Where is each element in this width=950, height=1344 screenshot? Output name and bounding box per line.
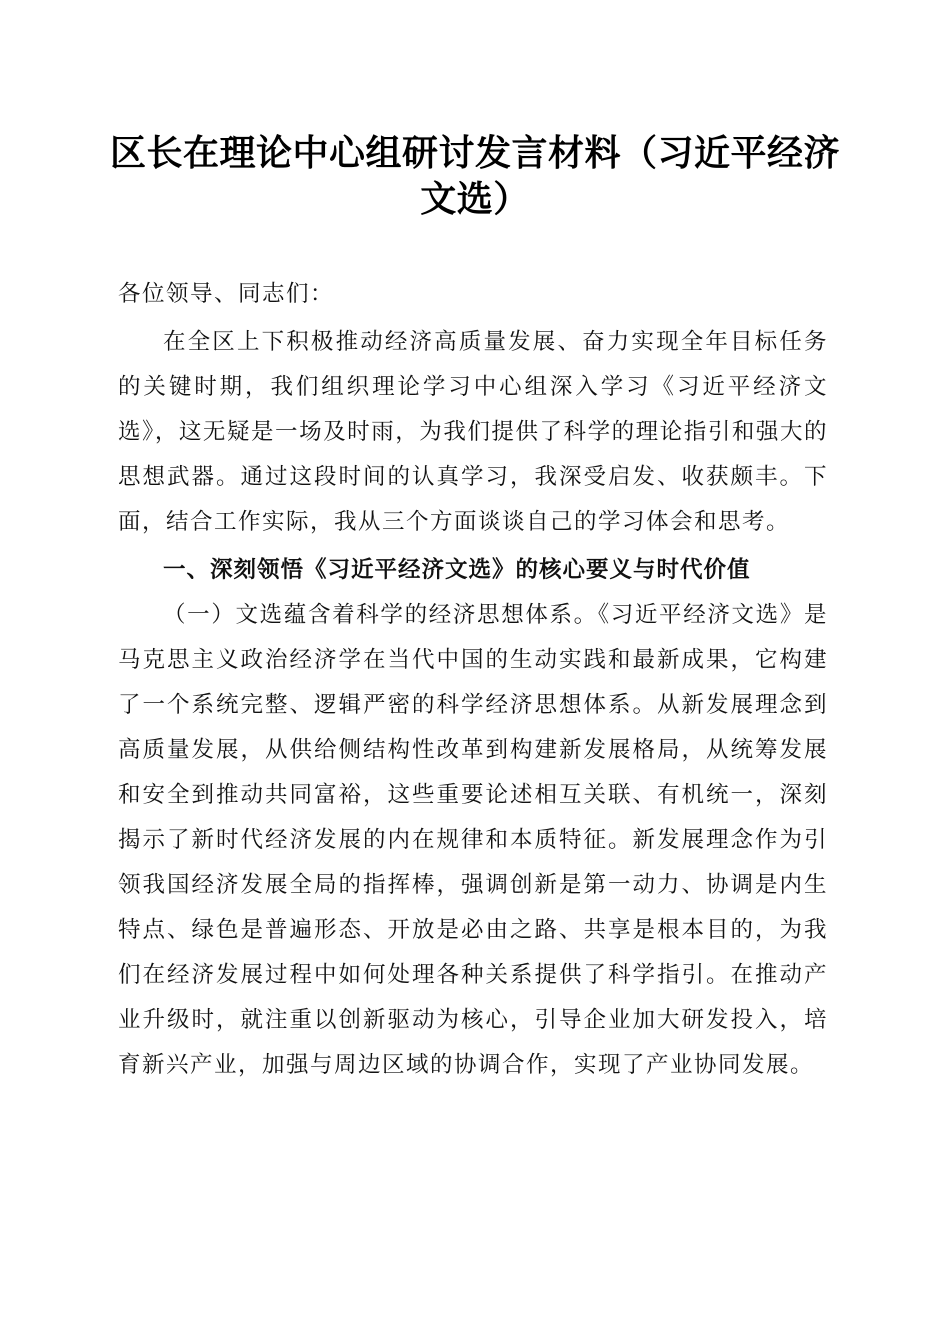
subsection-paragraph bbox=[118, 593, 828, 1088]
intro-paragraph: 在全区上下积极推动经济高质量发展、奋力实现全年目标任务的关键时期，我们组织理论学习中心组深入学习《习近平经济文选》，这无疑是一场及时雨，为我们提供了科学的理论指引和强大的思想武器。通过这段时间的认真学习，我深受启发、收获颇丰。下面，结合工作实际，我从三个方面谈谈自己的学习体会和思考。 bbox=[118, 329, 828, 535]
subsection-text: 《习近平经济文选》是马克思主义政治经济学在当代中国的生动实践和最新成果，它构建了一个系统完整、逻辑严密的科学经济思想体系。从新发展理念到高质量发展，从供给侧结构性改革到构建新发展格局，从统筹发展和安全到推动共同富裕，这些重要论述相互关联、有机统一，深刻揭示了新时代经济发展的内在规律和本质特征。新发展理念作为引领我国经济发展全局的指挥棒，强调创新是第一动力、协调是内生特点、绿色是普遍形态、开放是必由之路、共享是根本目的，为我们在经济发展过程中如何处理各种关系提供了科学指引。在推动产业升级时，就注重以创新驱动为核心，引导企业加大研发投入，培育新兴产业，加强与周边区域的协调合作，实现了产业协同发展。 bbox=[118, 602, 828, 1078]
salutation: 各位领导、同志们： bbox=[118, 281, 335, 307]
document-title: 区长在理论中心组研讨发言材料（习近平经济文选） bbox=[109, 132, 840, 220]
document-body bbox=[118, 272, 828, 1088]
section-heading: 一、深刻领悟《习近平经济文选》的核心要义与时代价值 bbox=[163, 557, 751, 583]
subsection-label: （一）文选蕴含着科学的经济思想体系。 bbox=[163, 602, 598, 628]
